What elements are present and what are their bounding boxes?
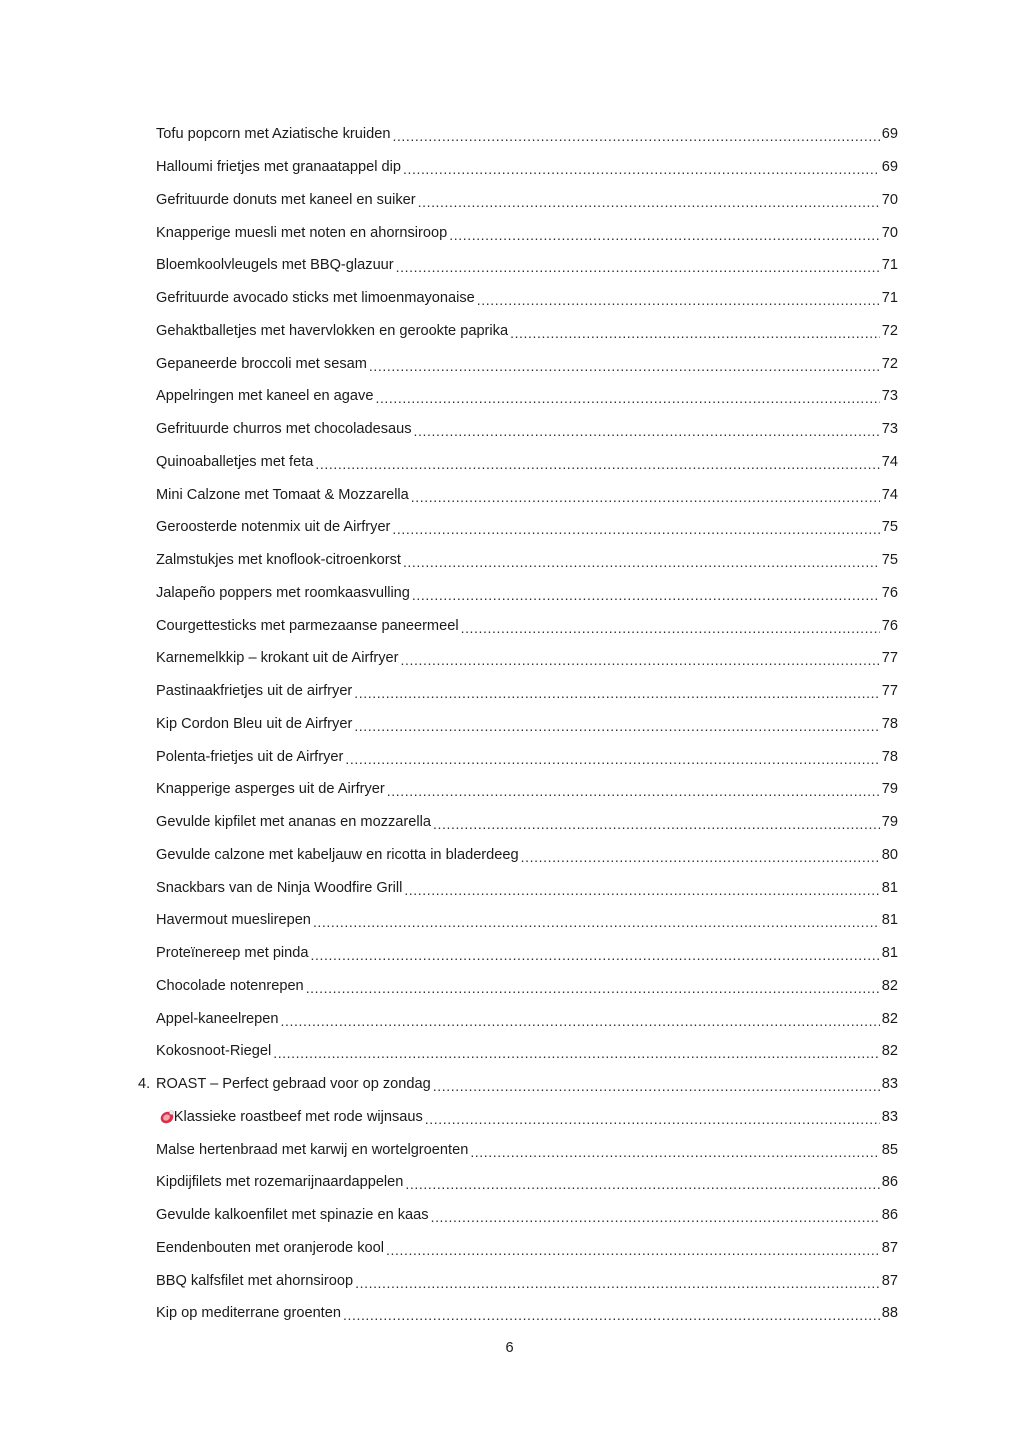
dot-leader bbox=[461, 609, 880, 642]
toc-entry-title: Quinoaballetjes met feta bbox=[156, 453, 314, 470]
dot-leader bbox=[411, 478, 880, 511]
toc-entry-title: Gevulde kalkoenfilet met spinazie en kaas bbox=[156, 1207, 429, 1224]
toc-entry-page: 81 bbox=[881, 912, 898, 929]
page-number: 6 bbox=[505, 1340, 514, 1356]
toc-entry-title: Kokosnoot-Riegel bbox=[156, 1043, 272, 1060]
dot-leader bbox=[354, 675, 879, 708]
toc-entry[interactable] bbox=[156, 708, 898, 741]
toc-entry[interactable] bbox=[156, 740, 898, 773]
toc-entry-page: 79 bbox=[881, 814, 898, 831]
toc-entry-page: 88 bbox=[881, 1305, 898, 1322]
toc-entry-page: 80 bbox=[881, 846, 898, 863]
toc-entry-title: Polenta-frietjes uit de Airfryer bbox=[156, 748, 344, 765]
toc-entry-title: Kipdijfilets met rozemarijnaardappelen bbox=[156, 1174, 404, 1191]
toc-entry-page: 85 bbox=[881, 1141, 898, 1158]
dot-leader bbox=[355, 1264, 880, 1297]
dot-leader bbox=[405, 1166, 879, 1199]
dot-leader bbox=[449, 216, 880, 249]
toc-entry-page: 81 bbox=[881, 879, 898, 896]
toc-entry-page: 79 bbox=[881, 781, 898, 798]
toc-entry-title: Gevulde kipfilet met ananas en mozzarella bbox=[156, 814, 431, 831]
toc-entry-page: 72 bbox=[881, 322, 898, 339]
dot-leader bbox=[477, 282, 880, 315]
toc-entry[interactable] bbox=[156, 1264, 898, 1297]
toc-entry[interactable] bbox=[156, 773, 898, 806]
toc-entry-title: Gepaneerde broccoli met sesam bbox=[156, 355, 367, 372]
toc-entry[interactable] bbox=[156, 249, 898, 282]
meat-icon bbox=[159, 1109, 165, 1124]
toc-entry[interactable] bbox=[156, 642, 898, 675]
dot-leader bbox=[425, 1101, 880, 1134]
toc-entry[interactable] bbox=[156, 446, 898, 479]
toc-entry-page: 70 bbox=[881, 224, 898, 241]
dot-leader bbox=[343, 1297, 880, 1330]
dot-leader bbox=[414, 413, 880, 446]
toc-entry[interactable] bbox=[156, 937, 898, 970]
dot-leader bbox=[281, 1002, 880, 1035]
toc-entry-page: 74 bbox=[881, 486, 898, 503]
toc-entry-title: Havermout mueslirepen bbox=[156, 912, 311, 929]
toc-entry-title: Knapperige muesli met noten en ahornsiroop bbox=[156, 224, 448, 241]
dot-leader bbox=[404, 871, 879, 904]
toc-entry-title: Gehaktballetjes met havervlokken en gerookte paprika bbox=[156, 322, 509, 339]
toc-entry-title: Gefrituurde donuts met kaneel en suiker bbox=[156, 191, 416, 208]
toc-entry-title: Geroosterde notenmix uit de Airfryer bbox=[156, 519, 391, 536]
dot-leader bbox=[401, 642, 880, 675]
toc-entry-page: 78 bbox=[881, 748, 898, 765]
toc-entry[interactable] bbox=[156, 1297, 898, 1330]
toc-entry[interactable] bbox=[156, 839, 898, 872]
toc-entry-page: 82 bbox=[881, 1043, 898, 1060]
toc-entry-title: BBQ kalfsfilet met ahornsiroop bbox=[156, 1272, 354, 1289]
table-of-contents bbox=[138, 118, 898, 1330]
toc-entry-title: Chocolade notenrepen bbox=[156, 977, 304, 994]
toc-entry-title: Mini Calzone met Tomaat & Mozzarella bbox=[156, 486, 409, 503]
toc-entry[interactable] bbox=[156, 380, 898, 413]
toc-entry-title: Knapperige asperges uit de Airfryer bbox=[156, 781, 385, 798]
toc-entry-title: Bloemkoolvleugels met BBQ-glazuur bbox=[156, 257, 394, 274]
toc-entry-page: 76 bbox=[881, 617, 898, 634]
dot-leader bbox=[470, 1133, 879, 1166]
dot-leader bbox=[433, 806, 880, 839]
toc-entry-title: ROAST – Perfect gebraad voor op zondag bbox=[156, 1076, 431, 1093]
dot-leader bbox=[403, 151, 880, 184]
toc-entry-title: Tofu popcorn met Aziatische kruiden bbox=[156, 126, 391, 143]
toc-entry[interactable] bbox=[156, 184, 898, 217]
toc-entry-page: 73 bbox=[881, 421, 898, 438]
toc-entry-title: Karnemelkkip – krokant uit de Airfryer bbox=[156, 650, 399, 667]
toc-entry-page: 75 bbox=[881, 519, 898, 536]
toc-entry-page: 72 bbox=[881, 355, 898, 372]
dot-leader bbox=[392, 118, 879, 151]
toc-entry[interactable] bbox=[156, 1035, 898, 1068]
toc-entry-title: Gefrituurde avocado sticks met limoenmayonaise bbox=[156, 290, 475, 307]
toc-entry-page: 76 bbox=[881, 584, 898, 601]
toc-entry-title: Snackbars van de Ninja Woodfire Grill bbox=[156, 879, 403, 896]
dot-leader bbox=[273, 1035, 880, 1068]
toc-entry[interactable] bbox=[156, 1166, 898, 1199]
toc-entry[interactable] bbox=[156, 1002, 898, 1035]
toc-entry-page: 87 bbox=[881, 1239, 898, 1256]
chapter-number: 4. bbox=[138, 1076, 151, 1093]
toc-entry-title: Appelringen met kaneel en agave bbox=[156, 388, 374, 405]
toc-entry[interactable] bbox=[156, 806, 898, 839]
dot-leader bbox=[418, 184, 880, 217]
dot-leader bbox=[521, 839, 880, 872]
toc-entry-title: Proteïnereep met pinda bbox=[156, 945, 309, 962]
dot-leader bbox=[306, 970, 880, 1003]
toc-entry-page: 83 bbox=[881, 1108, 898, 1125]
dot-leader bbox=[510, 315, 880, 348]
toc-entry-page: 69 bbox=[881, 159, 898, 176]
toc-entry-page: 71 bbox=[881, 257, 898, 274]
toc-entry-page: 78 bbox=[881, 715, 898, 732]
dot-leader bbox=[431, 1199, 880, 1232]
dot-leader bbox=[313, 904, 880, 937]
toc-entry-page: 77 bbox=[881, 650, 898, 667]
toc-entry-title: Jalapeño poppers met roomkaasvulling bbox=[156, 584, 410, 601]
toc-entry[interactable] bbox=[156, 577, 898, 610]
toc-entry-page: 83 bbox=[881, 1076, 898, 1093]
dot-leader bbox=[386, 1232, 880, 1265]
dot-leader bbox=[369, 347, 880, 380]
toc-entry-title: Courgettesticks met parmezaanse paneermeel bbox=[156, 617, 459, 634]
toc-entry-title: Eendenbouten met oranjerode kool bbox=[156, 1239, 384, 1256]
toc-entry[interactable] bbox=[156, 413, 898, 446]
toc-entry-page: 86 bbox=[881, 1207, 898, 1224]
toc-entry[interactable] bbox=[156, 478, 898, 511]
toc-entry[interactable] bbox=[138, 1068, 898, 1101]
dot-leader bbox=[375, 380, 879, 413]
toc-entry-title: Zalmstukjes met knoflook-citroenkorst bbox=[156, 552, 401, 569]
dot-leader bbox=[433, 1068, 880, 1101]
toc-entry[interactable] bbox=[156, 151, 898, 184]
toc-entry-title: Malse hertenbraad met karwij en wortelgroenten bbox=[156, 1141, 469, 1158]
toc-entry-page: 82 bbox=[881, 977, 898, 994]
toc-entry[interactable] bbox=[156, 282, 898, 315]
toc-entry[interactable] bbox=[156, 118, 898, 151]
toc-entry[interactable] bbox=[156, 871, 898, 904]
toc-entry-title: Gevulde calzone met kabeljauw en ricotta in bladerdeeg bbox=[156, 846, 519, 863]
toc-entry[interactable] bbox=[156, 1101, 898, 1134]
toc-entry[interactable] bbox=[156, 675, 898, 708]
toc-entry-page: 70 bbox=[881, 191, 898, 208]
toc-entry-title: Halloumi frietjes met granaatappel dip bbox=[156, 159, 401, 176]
toc-entry[interactable] bbox=[156, 1199, 898, 1232]
toc-entry[interactable] bbox=[156, 511, 898, 544]
toc-entry-title: Appel-kaneelrepen bbox=[156, 1010, 279, 1027]
toc-entry-page: 86 bbox=[881, 1174, 898, 1191]
toc-entry[interactable] bbox=[156, 904, 898, 937]
dot-leader bbox=[392, 511, 879, 544]
toc-entry[interactable] bbox=[156, 216, 898, 249]
toc-entry-page: 75 bbox=[881, 552, 898, 569]
toc-entry[interactable] bbox=[156, 609, 898, 642]
toc-entry-title: Gefrituurde churros met chocoladesaus bbox=[156, 421, 412, 438]
toc-entry[interactable] bbox=[156, 1133, 898, 1166]
dot-leader bbox=[315, 446, 879, 479]
dot-leader bbox=[311, 937, 880, 970]
toc-entry-page: 82 bbox=[881, 1010, 898, 1027]
toc-entry[interactable] bbox=[156, 315, 898, 348]
toc-entry[interactable] bbox=[156, 970, 898, 1003]
toc-entry-page: 81 bbox=[881, 945, 898, 962]
toc-entry-page: 77 bbox=[881, 683, 898, 700]
toc-entry-title: Klassieke roastbeef met rode wijnsaus bbox=[173, 1108, 423, 1125]
toc-entry-page: 71 bbox=[881, 290, 898, 307]
dot-leader bbox=[354, 708, 879, 741]
dot-leader bbox=[345, 740, 879, 773]
toc-entry[interactable] bbox=[156, 1232, 898, 1265]
dot-leader bbox=[412, 577, 880, 610]
toc-entry-title: Kip op mediterrane groenten bbox=[156, 1305, 341, 1322]
toc-entry-title: Kip Cordon Bleu uit de Airfryer bbox=[156, 715, 353, 732]
toc-entry-page: 74 bbox=[881, 453, 898, 470]
toc-entry-title: Pastinaakfrietjes uit de airfryer bbox=[156, 683, 353, 700]
toc-entry[interactable] bbox=[156, 347, 898, 380]
toc-entry-page: 87 bbox=[881, 1272, 898, 1289]
dot-leader bbox=[387, 773, 880, 806]
toc-entry-page: 69 bbox=[881, 126, 898, 143]
toc-entry-page: 73 bbox=[881, 388, 898, 405]
toc-entry[interactable] bbox=[156, 544, 898, 577]
dot-leader bbox=[403, 544, 880, 577]
dot-leader bbox=[396, 249, 880, 282]
